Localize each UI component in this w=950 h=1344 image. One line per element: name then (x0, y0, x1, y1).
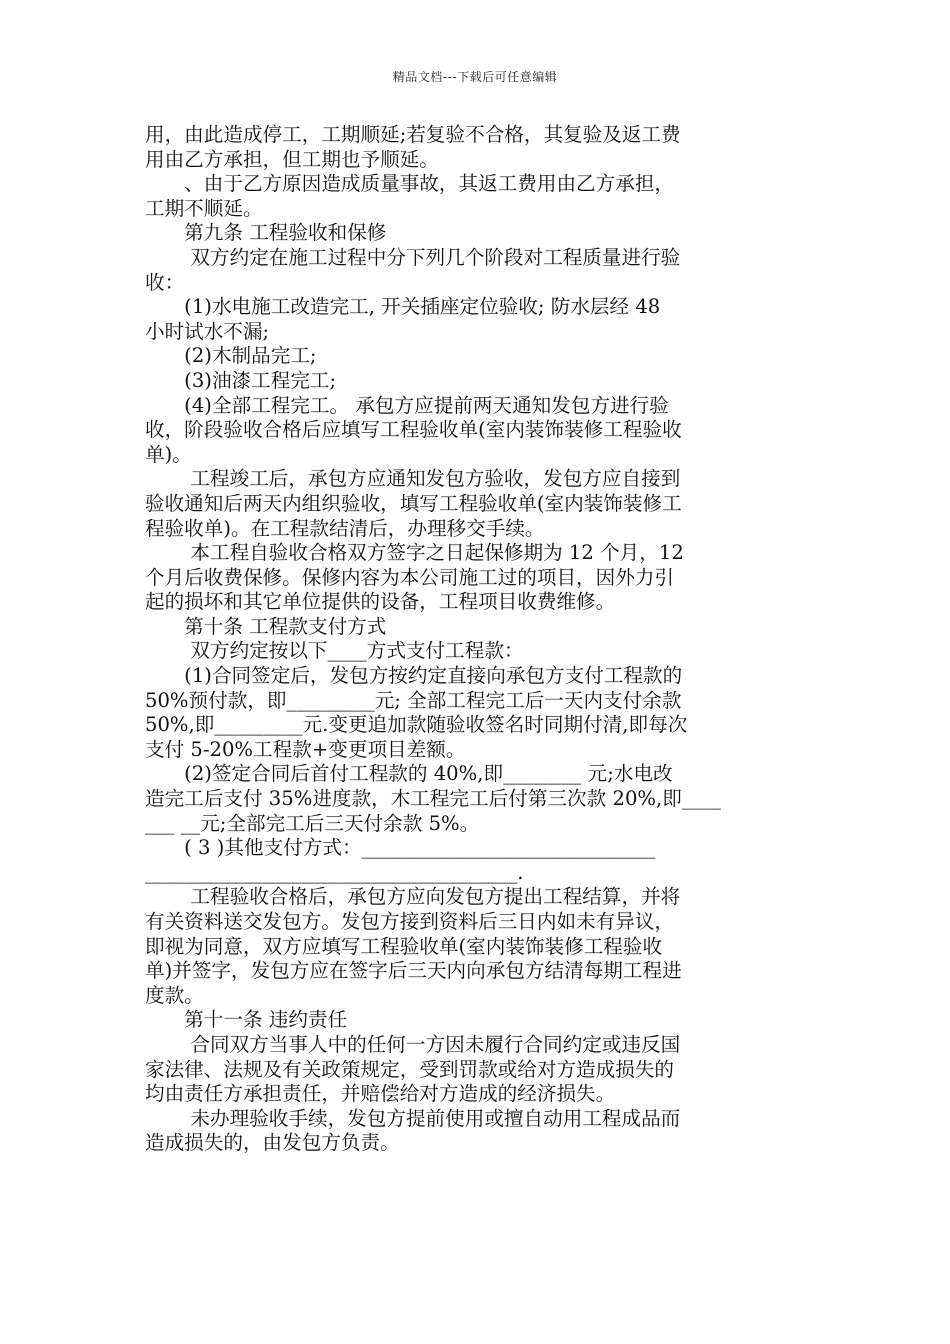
section-heading: 第十一条 违约责任 (145, 1008, 348, 1032)
text-line: 工程竣工后，承包方应通知发包方验收，发包方应自接到 (145, 467, 681, 491)
text-line: 起的损坏和其它单位提供的设备，工程项目收费维修。 (145, 590, 616, 614)
text-line: 小时试水不漏; (145, 319, 270, 343)
text-line: (4)全部工程完工。 承包方应提前两天通知发包方进行验 (145, 393, 669, 417)
text-line: 家法律、法规及有关政策规定，受到罚款或给对方造成损失的 (145, 1057, 675, 1081)
text-line: 用，由此造成停工，工期顺延;若复验不合格，其复验及返工费 (145, 123, 681, 146)
text-line: 造完工后支付 35%进度款，木工程完工后付第三次款 20%,即____ (145, 787, 722, 811)
text-line: 、由于乙方原因造成质量事故，其返工费用由乙方承担， (145, 172, 675, 196)
text-line: 单)并签字，发包方应在签字后三天内向承包方结清每期工程进 (145, 959, 682, 983)
text-line: 工程验收合格后，承包方应向发包方提出工程结算，并将 (145, 885, 681, 909)
text-line: 合同双方当事人中的任何一方因未履行合同约定或违反国 (145, 1032, 681, 1056)
text-line: ( 3 )其他支付方式：______________________________ (145, 836, 656, 860)
text-line: 度款。 (145, 983, 204, 1007)
text-line: 均由责任方承担责任，并赔偿给对方造成的经济损失。 (145, 1082, 616, 1106)
text-line: ___ __元;全部完工后三天付余款 5%。 (145, 811, 480, 835)
text-line: 未办理验收手续，发包方提前使用或擅自动用工程成品而 (145, 1106, 681, 1130)
text-line: 支付 5-20%工程款+变更项目差额。 (145, 737, 466, 761)
text-line: 即视为同意，双方应填写工程验收单(室内装饰装修工程验收 (145, 934, 663, 958)
page-header: 精品文档---下载后可任意编辑 (392, 70, 558, 84)
text-line: (2)木制品完工; (145, 344, 317, 368)
text-line: (3)油漆工程完工; (145, 368, 337, 392)
text-line: 验收通知后两天内组织验收，填写工程验收单(室内装饰装修工 (145, 491, 682, 515)
text-line: 50%,即_________元.变更追加款随验收签名时同期付清,即每次 (145, 713, 688, 737)
text-line: 双方约定在施工过程中分下列几个阶段对工程质量进行验 (145, 245, 681, 269)
text-line: 工期不顺延。 (145, 196, 263, 220)
text-line: ______________________________________. (145, 860, 524, 884)
text-line: (1)水电施工改造完工, 开关插座定位验收; 防水层经 48 (145, 295, 661, 319)
section-heading: 第十条 工程款支付方式 (145, 614, 387, 638)
text-line: 用由乙方承担，但工期也予顺延。 (145, 147, 439, 171)
text-line: 程验收单)。在工程款结清后，办理移交手续。 (145, 516, 545, 540)
text-line: 单)。 (145, 442, 192, 466)
text-line: 造成损失的，由发包方负责。 (145, 1131, 400, 1155)
text-line: 双方约定按以下____方式支付工程款： (145, 639, 524, 663)
section-heading: 第九条 工程验收和保修 (145, 221, 387, 245)
text-line: (2)签定合同后首付工程款的 40%,即________ 元;水电改 (145, 762, 673, 786)
document-body (145, 123, 805, 1156)
text-line: 有关资料送交发包方。发包方接到资料后三日内如未有异议， (145, 910, 675, 933)
text-line: 收： (145, 270, 185, 294)
text-line: 收，阶段验收合格后应填写工程验收单(室内装饰装修工程验收 (145, 418, 682, 442)
text-line: 50%预付款，即_________元; 全部工程完工后一天内支付余款 (145, 688, 682, 712)
text-line: 个月后收费保修。保修内容为本公司施工过的项目，因外力引 (145, 565, 675, 589)
text-line: (1)合同签定后，发包方按约定直接向承包方支付工程款的 (145, 664, 683, 688)
text-line: 本工程自验收合格双方签字之日起保修期为 12 个月，12 (145, 541, 684, 565)
